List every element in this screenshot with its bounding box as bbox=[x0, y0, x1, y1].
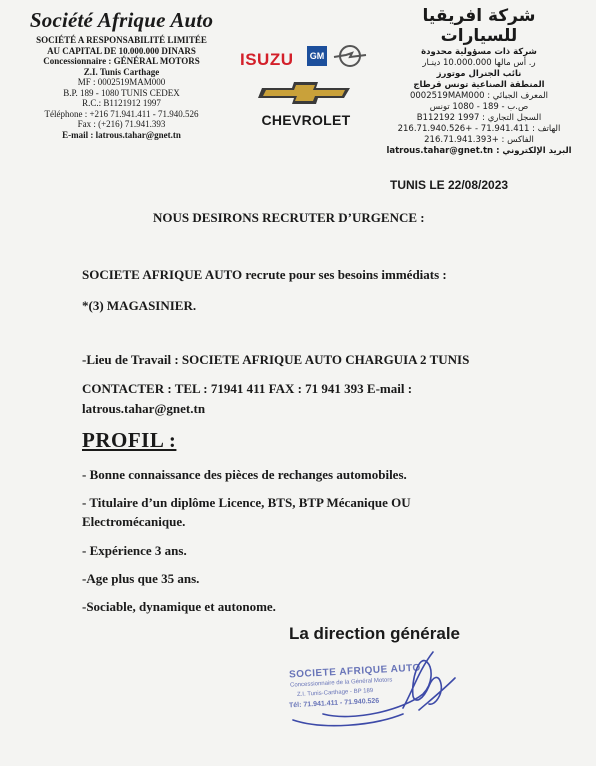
stamp-line-3: Z.I. Tunis-Carthage - BP 189 bbox=[296, 688, 374, 698]
fax-ar: الفاكس : +216.71.941.393 bbox=[424, 135, 534, 145]
stamp-line-1: SOCIETE AFRIQUE AUTO bbox=[288, 662, 422, 681]
email-ar: البريد الإلكتروني : latrous.tahar@gnet.tn bbox=[386, 146, 572, 156]
profil-title: PROFIL : bbox=[82, 428, 177, 452]
signature-title: La direction générale bbox=[289, 624, 460, 643]
zone: Z.I. Tunis Carthage bbox=[83, 66, 160, 77]
company-stamp bbox=[283, 640, 463, 732]
gm-logo: GM bbox=[307, 46, 327, 66]
capital-ar: ر. أس مالها 10.000.000 دينـار bbox=[422, 58, 536, 68]
position-text: *(3) MAGASINIER. bbox=[82, 298, 197, 313]
letter-heading: NOUS DESIRONS RECRUTER D’URGENCE : bbox=[153, 210, 425, 225]
requirement-item: -Age plus que 35 ans. bbox=[82, 571, 200, 586]
email: E-mail : latrous.tahar@gnet.tn bbox=[62, 129, 181, 140]
letterhead-right bbox=[384, 6, 574, 157]
telephone-ar: الهاتف : 71.941.411 - +216.71.940.526 bbox=[397, 124, 561, 134]
legal-form-ar: شركة ذات مسؤولية محدودة bbox=[421, 47, 537, 57]
po-box: B.P. 189 - 1080 TUNIS CEDEX bbox=[63, 87, 180, 98]
workplace-text: -Lieu de Travail : SOCIETE AFRIQUE AUTO CHARGUIA 2 TUNIS bbox=[82, 352, 470, 367]
po-box-ar: ص.ب - 189 - 1080 تونس bbox=[429, 102, 529, 112]
requirement-item-continued: Electromécanique. bbox=[82, 514, 186, 529]
zone-ar: المنطقة الصناعية تونس قرطاج bbox=[413, 80, 545, 90]
chevrolet-wordmark: CHEVROLET bbox=[261, 112, 351, 128]
rc-ar: السجل التجاري : B112192 1997 bbox=[416, 113, 542, 123]
stamp-line-2: Concessionnaire de la Général Motors bbox=[289, 677, 393, 689]
isuzu-logo: ISUZU bbox=[240, 50, 294, 69]
contact-email: latrous.tahar@gnet.tn bbox=[82, 401, 206, 416]
mf: MF : 0002519MAM000 bbox=[77, 77, 166, 87]
capital: AU CAPITAL DE 10.000.000 DINARS bbox=[47, 45, 196, 56]
rc: R.C.: B1121912 1997 bbox=[82, 98, 161, 108]
opel-logo-icon bbox=[332, 44, 368, 68]
dealer: Concessionnaire : GÉNÉRAL MOTORS bbox=[43, 56, 200, 66]
requirement-item: -Sociable, dynamique et autonome. bbox=[82, 599, 276, 614]
requirement-item: - Expérience 3 ans. bbox=[82, 543, 187, 558]
requirement-item: - Bonne connaissance des pièces de rechanges automobiles. bbox=[82, 467, 407, 482]
legal-form: SOCIÉTÉ A RESPONSABILITÉ LIMITÉE bbox=[36, 35, 207, 45]
company-name-fr: Société Afrique Auto bbox=[29, 8, 214, 32]
stamp-line-4: Tél: 71.941.411 - 71.940.526 bbox=[288, 697, 380, 710]
requirement-item: - Titulaire d’un diplôme Licence, BTS, BTP Mécanique OU bbox=[82, 495, 411, 510]
letter-date: TUNIS LE 22/08/2023 bbox=[390, 178, 509, 192]
fax: Fax : (+216) 71.941.393 bbox=[77, 119, 166, 129]
intro-text: SOCIETE AFRIQUE AUTO recrute pour ses besoins immédiats : bbox=[82, 267, 447, 282]
telephone: Téléphone : +216 71.941.411 - 71.940.526 bbox=[44, 108, 199, 119]
brand-logos bbox=[236, 40, 376, 132]
mf-ar: المعرف الجبائي : 0002519MAM000 bbox=[409, 91, 549, 101]
handwritten-signature-icon bbox=[283, 640, 463, 732]
letterhead-left bbox=[14, 8, 229, 140]
contact-line-1: CONTACTER : TEL : 71941 411 FAX : 71 941 393 E-mail : bbox=[82, 381, 413, 396]
chevrolet-bowtie-icon bbox=[256, 80, 356, 106]
dealer-ar: نائب الجنرال موتورز bbox=[436, 69, 522, 79]
company-name-ar: شركة افريقيا للسيارات bbox=[422, 6, 536, 46]
